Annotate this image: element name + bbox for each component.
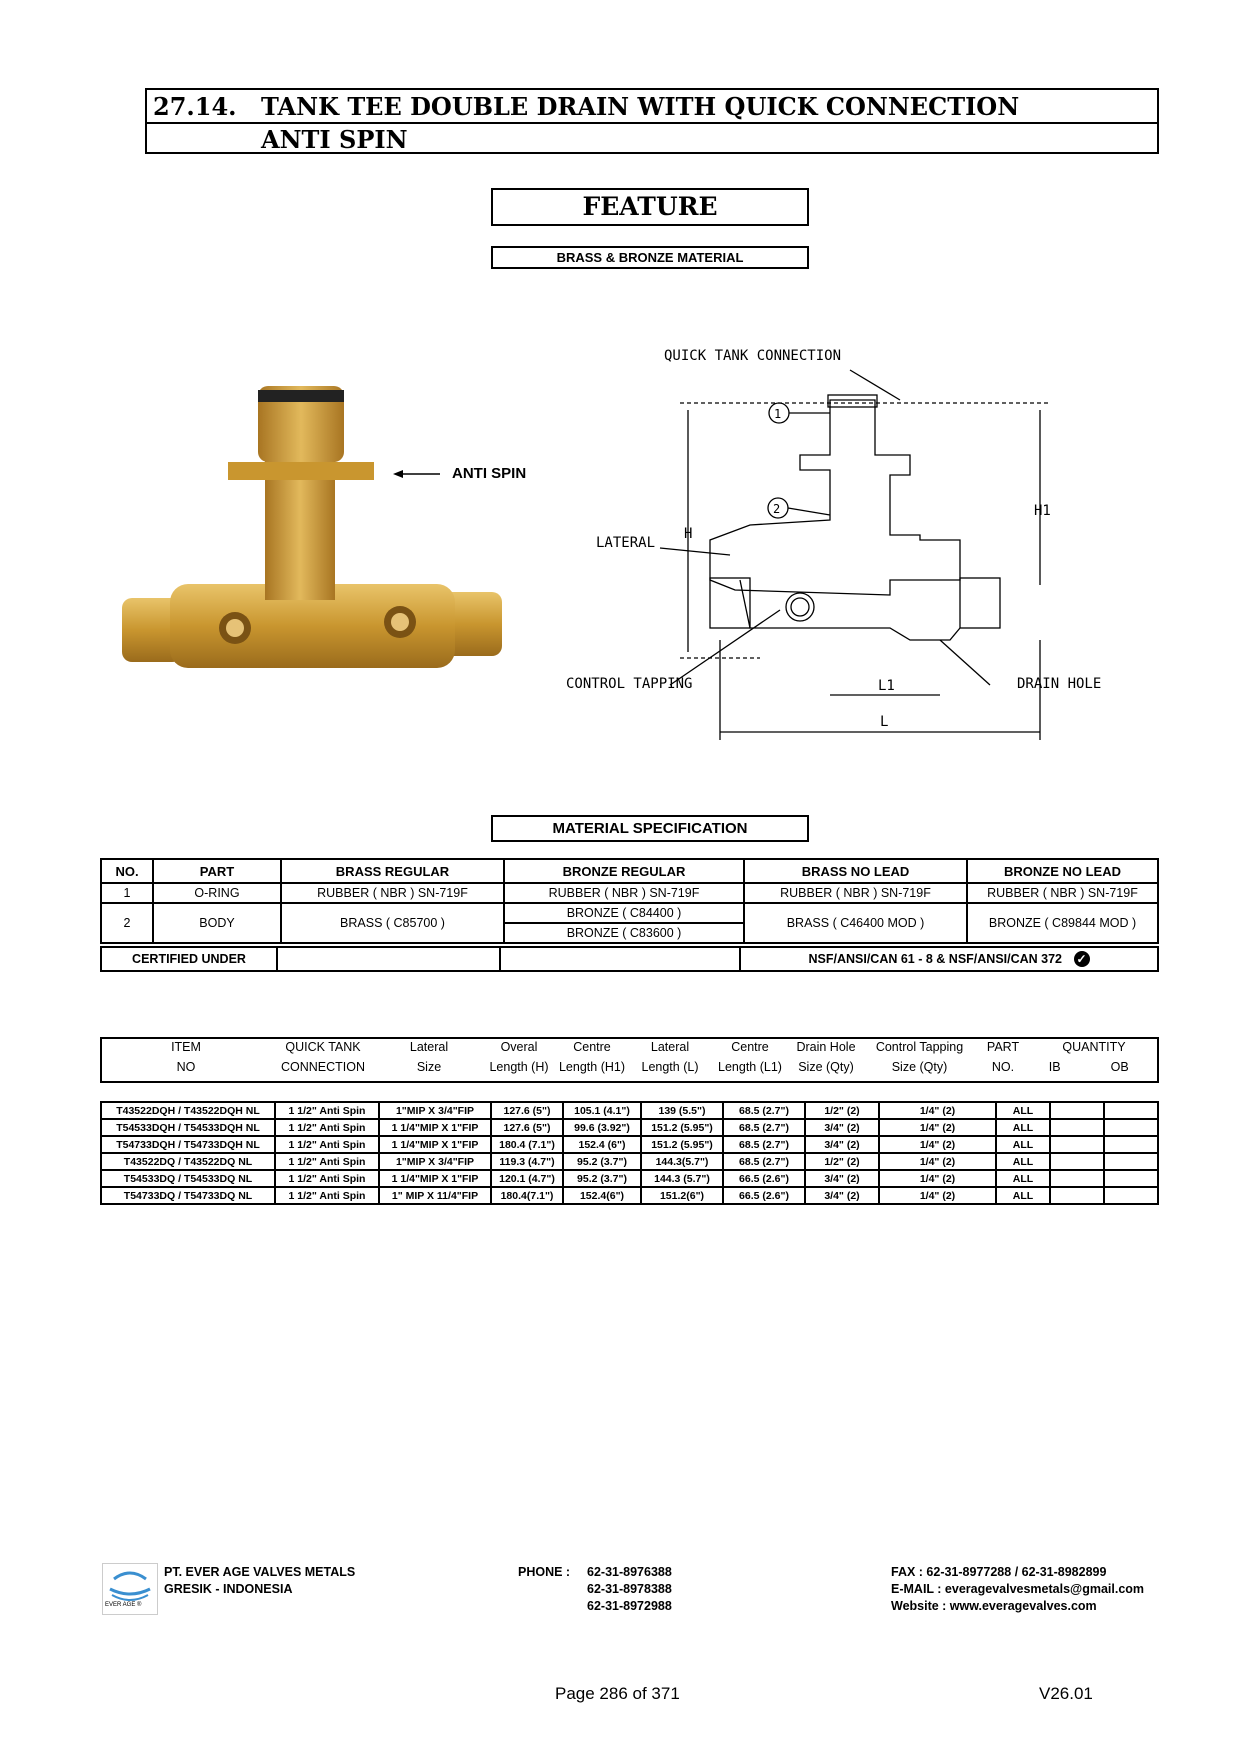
item-cell	[1050, 1119, 1104, 1136]
item-cell: 1"MIP X 3/4"FIP	[379, 1102, 491, 1119]
item-header: Size	[416, 1060, 442, 1074]
check-icon: ✓	[1074, 951, 1090, 967]
section-number: 27.14.	[153, 92, 237, 121]
item-cell: 3/4" (2)	[805, 1187, 879, 1204]
spec-cell: RUBBER ( NBR ) SN-719F	[967, 883, 1158, 903]
certification-value: NSF/ANSI/CAN 61 - 8 & NSF/ANSI/CAN 372	[808, 952, 1063, 966]
item-cell: 1/4" (2)	[879, 1119, 996, 1136]
spec-cell: BRONZE ( C84400 )	[504, 903, 744, 923]
spec-header: BRASS NO LEAD	[744, 859, 967, 883]
item-cell	[1050, 1153, 1104, 1170]
spec-cell: 2	[101, 903, 153, 943]
item-cell: ALL	[996, 1102, 1050, 1119]
table-row	[101, 1102, 1158, 1119]
item-cell	[1104, 1119, 1158, 1136]
item-cell: 3/4" (2)	[805, 1170, 879, 1187]
feature-heading: FEATURE	[491, 188, 809, 226]
item-cell: 1 1/2" Anti Spin	[275, 1119, 379, 1136]
phone-number: 62-31-8976388	[587, 1565, 672, 1579]
lateral-label: LATERAL	[596, 535, 656, 551]
item-header: Length (H1)	[558, 1060, 625, 1074]
item-cell: 1/2" (2)	[805, 1102, 879, 1119]
item-cell: 1 1/4"MIP X 1"FIP	[379, 1119, 491, 1136]
title-box	[145, 88, 1159, 154]
item-cell: 1 1/2" Anti Spin	[275, 1136, 379, 1153]
item-cell: ALL	[996, 1136, 1050, 1153]
l-label: L	[880, 714, 889, 730]
email: E-MAIL : everagevalvesmetals@gmail.com	[891, 1582, 1145, 1596]
spec-cell: BRONZE ( C89844 MOD )	[967, 903, 1158, 943]
spec-header: BRONZE NO LEAD	[967, 859, 1158, 883]
item-header: Lateral	[409, 1040, 449, 1054]
item-cell: 66.5 (2.6")	[723, 1187, 805, 1204]
items-table	[100, 1101, 1159, 1205]
item-cell: ALL	[996, 1187, 1050, 1204]
item-header: QUICK TANK	[285, 1040, 361, 1054]
item-cell: 151.2(6")	[641, 1187, 723, 1204]
item-header: Control Tapping	[875, 1040, 964, 1054]
item-cell: 151.2 (5.95")	[641, 1119, 723, 1136]
spec-header: NO.	[101, 859, 153, 883]
item-cell	[1050, 1170, 1104, 1187]
item-cell: 1/4" (2)	[879, 1153, 996, 1170]
table-row	[101, 1119, 1158, 1136]
item-header: PART	[986, 1040, 1020, 1054]
item-cell	[1050, 1136, 1104, 1153]
item-cell: 127.6 (5")	[491, 1119, 563, 1136]
item-cell	[1050, 1187, 1104, 1204]
item-cell: 1 1/4"MIP X 1"FIP	[379, 1170, 491, 1187]
item-cell: 180.4(7.1")	[491, 1187, 563, 1204]
item-header: Length (L1)	[718, 1060, 782, 1074]
company-location: GRESIK - INDONESIA	[164, 1582, 293, 1596]
item-header: NO.	[991, 1060, 1015, 1074]
version: V26.01	[1039, 1684, 1093, 1703]
item-cell	[1104, 1170, 1158, 1187]
item-header: QUANTITY	[1062, 1040, 1126, 1054]
item-header: ITEM	[171, 1040, 201, 1054]
item-cell	[1104, 1153, 1158, 1170]
item-cell: 119.3 (4.7")	[491, 1153, 563, 1170]
page-subtitle: ANTI SPIN	[261, 125, 408, 154]
item-cell: 1/4" (2)	[879, 1187, 996, 1204]
phone-number: 62-31-8972988	[587, 1599, 672, 1613]
callout-1: 1	[774, 407, 782, 421]
spec-cell: BODY	[153, 903, 281, 943]
item-cell: 68.5 (2.7")	[723, 1153, 805, 1170]
item-header: Lateral	[650, 1040, 690, 1054]
item-cell: 1"MIP X 3/4"FIP	[379, 1153, 491, 1170]
certification-table	[100, 946, 1159, 972]
item-header: Centre	[731, 1040, 769, 1054]
page-number: Page 286 of 371	[555, 1684, 680, 1703]
item-cell: 144.3 (5.7")	[641, 1170, 723, 1187]
item-cell: 151.2 (5.95")	[641, 1136, 723, 1153]
item-cell: 152.4 (6")	[563, 1136, 641, 1153]
item-cell: 152.4(6")	[563, 1187, 641, 1204]
item-cell: 95.2 (3.7")	[563, 1153, 641, 1170]
page-title: TANK TEE DOUBLE DRAIN WITH QUICK CONNECTION	[261, 92, 1020, 121]
h-label: H	[684, 526, 693, 542]
item-header: NO	[176, 1060, 196, 1074]
item-cell: 105.1 (4.1")	[563, 1102, 641, 1119]
item-cell: 68.5 (2.7")	[723, 1102, 805, 1119]
item-cell	[1104, 1187, 1158, 1204]
anti-spin-callout: ANTI SPIN	[452, 465, 527, 482]
item-cell: 144.3(5.7")	[641, 1153, 723, 1170]
item-cell: 1 1/2" Anti Spin	[275, 1187, 379, 1204]
item-header: Drain Hole	[796, 1040, 856, 1054]
phone-number: 62-31-8978388	[587, 1582, 672, 1596]
spec-cell: BRASS ( C46400 MOD )	[744, 903, 967, 943]
item-cell: 1 1/2" Anti Spin	[275, 1153, 379, 1170]
feature-material: BRASS & BRONZE MATERIAL	[491, 246, 809, 269]
item-cell	[1104, 1136, 1158, 1153]
spec-cell: BRASS ( C85700 )	[281, 903, 504, 943]
spec-cell: RUBBER ( NBR ) SN-719F	[504, 883, 744, 903]
item-header: Overal	[500, 1040, 538, 1054]
item-cell: 1" MIP X 11/4"FIP	[379, 1187, 491, 1204]
drain-hole-label: DRAIN HOLE	[1017, 676, 1102, 692]
item-cell: T54733DQ / T54733DQ NL	[101, 1187, 275, 1204]
item-cell: 1 1/4"MIP X 1"FIP	[379, 1136, 491, 1153]
fax: FAX : 62-31-8977288 / 62-31-8982899	[891, 1565, 1107, 1579]
item-cell: 99.6 (3.92")	[563, 1119, 641, 1136]
item-header: Size (Qty)	[891, 1060, 948, 1074]
company-name: PT. EVER AGE VALVES METALS	[164, 1565, 356, 1579]
item-cell: ALL	[996, 1170, 1050, 1187]
item-cell: 120.1 (4.7")	[491, 1170, 563, 1187]
table-row	[101, 1187, 1158, 1204]
logo-text: EVER AGE ®	[105, 1602, 142, 1608]
item-cell: 66.5 (2.6")	[723, 1170, 805, 1187]
item-cell	[1104, 1102, 1158, 1119]
item-cell: 68.5 (2.7")	[723, 1119, 805, 1136]
item-cell: T54533DQH / T54533DQH NL	[101, 1119, 275, 1136]
item-cell: 1/4" (2)	[879, 1136, 996, 1153]
item-cell: 127.6 (5")	[491, 1102, 563, 1119]
item-cell: T54733DQH / T54733DQH NL	[101, 1136, 275, 1153]
product-photo	[110, 370, 550, 690]
h1-label: H1	[1034, 503, 1051, 519]
website: Website : www.everagevalves.com	[891, 1599, 1097, 1613]
item-header: Length (H)	[489, 1060, 549, 1074]
item-cell: T54533DQ / T54533DQ NL	[101, 1170, 275, 1187]
item-header: CONNECTION	[280, 1060, 366, 1074]
items-header	[100, 1037, 1159, 1077]
material-spec-table	[100, 858, 1159, 944]
item-cell: 95.2 (3.7")	[563, 1170, 641, 1187]
table-row	[101, 1136, 1158, 1153]
spec-cell: RUBBER ( NBR ) SN-719F	[744, 883, 967, 903]
table-row	[101, 1153, 1158, 1170]
callout-2: 2	[773, 502, 781, 516]
spec-cell: 1	[101, 883, 153, 903]
spec-cell: BRONZE ( C83600 )	[504, 923, 744, 943]
item-header: OB	[1110, 1060, 1129, 1074]
quick-tank-label: QUICK TANK CONNECTION	[664, 348, 842, 364]
material-spec-heading: MATERIAL SPECIFICATION	[491, 815, 809, 842]
item-cell: T43522DQ / T43522DQ NL	[101, 1153, 275, 1170]
spec-header: PART	[153, 859, 281, 883]
item-cell: 180.4 (7.1")	[491, 1136, 563, 1153]
item-cell: 1/2" (2)	[805, 1153, 879, 1170]
item-cell: 3/4" (2)	[805, 1136, 879, 1153]
item-cell: T43522DQH / T43522DQH NL	[101, 1102, 275, 1119]
spec-header: BRASS REGULAR	[281, 859, 504, 883]
phone-label: PHONE :	[518, 1565, 571, 1579]
spec-header: BRONZE REGULAR	[504, 859, 744, 883]
item-header: Centre	[573, 1040, 611, 1054]
item-cell: ALL	[996, 1153, 1050, 1170]
item-cell: ALL	[996, 1119, 1050, 1136]
spec-cell: RUBBER ( NBR ) SN-719F	[281, 883, 504, 903]
certified-label: CERTIFIED UNDER	[101, 947, 277, 971]
item-cell: 68.5 (2.7")	[723, 1136, 805, 1153]
item-header: IB	[1048, 1060, 1061, 1074]
table-row	[101, 1170, 1158, 1187]
item-header: Length (L)	[641, 1060, 699, 1074]
l1-label: L1	[878, 678, 895, 694]
item-header: Size (Qty)	[798, 1060, 854, 1074]
item-cell: 3/4" (2)	[805, 1119, 879, 1136]
item-cell: 139 (5.5")	[641, 1102, 723, 1119]
control-tapping-label: CONTROL TAPPING	[566, 676, 693, 692]
item-cell: 1/4" (2)	[879, 1102, 996, 1119]
technical-drawing	[560, 340, 1170, 740]
item-cell: 1 1/2" Anti Spin	[275, 1170, 379, 1187]
item-cell: 1 1/2" Anti Spin	[275, 1102, 379, 1119]
item-cell: 1/4" (2)	[879, 1170, 996, 1187]
item-cell	[1050, 1102, 1104, 1119]
spec-cell: O-RING	[153, 883, 281, 903]
